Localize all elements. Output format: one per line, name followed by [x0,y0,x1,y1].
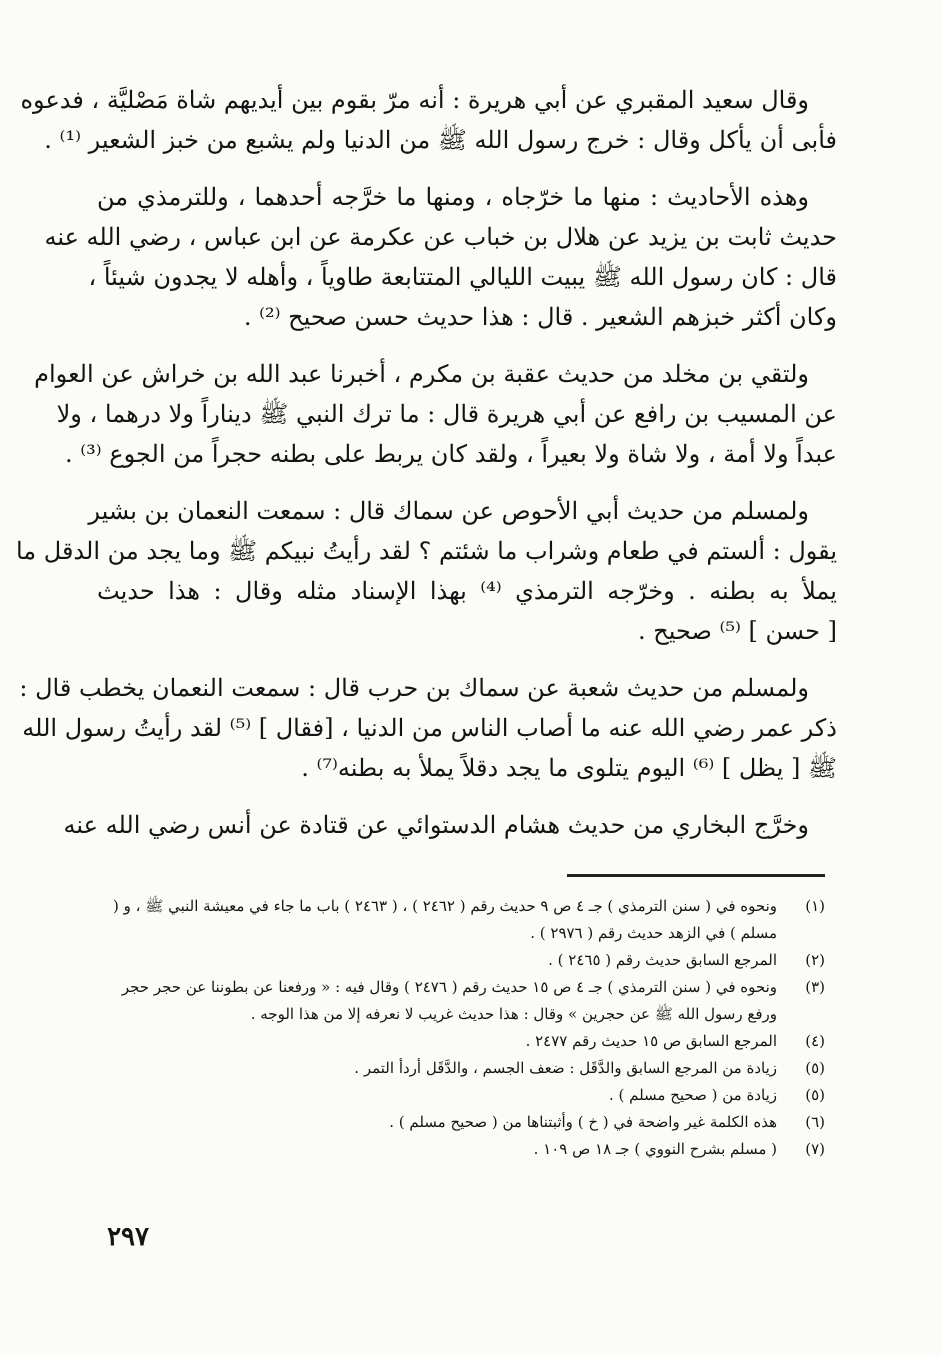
paragraph-1 [20,80,837,160]
text-line: قال : كان رسول الله ﷺ يبيت الليالي المتتابعة طاوياً ، وأهله لا يجدون شيئاً ، [88,263,837,291]
paragraph-5 [19,668,837,788]
text-line: حديث ثابت بن يزيد عن هلال بن خباب عن عكرمة عن ابن عباس ، رضي الله عنه [44,223,837,251]
footnote-divider [567,874,825,877]
footnote-number: (١) [805,897,825,915]
page-number: ٢٩٧ [107,1222,149,1252]
footnote-number: (٣) [805,978,825,996]
footnote-number: (٤) [805,1032,825,1050]
text-line: ﷺ [ يظل ] ⁽⁶⁾ اليوم يتلوى ما يجد دقلاً يملأ به بطنه⁽⁷⁾ . [301,754,837,782]
text-line: ولمسلم من حديث شعبة عن سماك بن حرب قال : سمعت النعمان يخطب قال : [19,674,809,702]
footnote-text: المرجع السابق ص ١٥ حديث رقم ٢٤٧٧ . [525,1032,777,1050]
footnote-number: (٢) [805,951,825,969]
paragraph-2 [44,177,837,337]
text-line: ولتقي بن مخلد من حديث عقبة بن مكرم ، أخبرنا عبد الله بن خراش عن العوام [34,360,809,388]
footnote-text: ونحوه في ( سنن الترمذي ) جـ ٤ ص ١٥ حديث رقم ( ٢٤٧٦ ) وقال فيه : « ورفعنا عن بطوننا عن حجر حجر ورفع رسول الله ﷺ عن حجرين » وقال : هذا حديث غريب لا نعرفه إلا من هذا الوجه . [121,978,777,1023]
main-text [15,80,837,862]
footnote-item [105,1028,825,1055]
text-line: [ حسن ] ⁽⁵⁾ صحيح . [637,617,837,645]
text-line: وقال سعيد المقبري عن أبي هريرة : أنه مرّ بقوم بين أيديهم شاة مَصْليَّة ، فدعوه [20,86,809,114]
footnote-item [105,1055,825,1082]
footnote-item [105,1082,825,1109]
footnote-number: (٥) [805,1059,825,1077]
text-line: يقول : ألستم في طعام وشراب ما شئتم ؟ لقد رأيتُ نبيكم ﷺ وما يجد من الدقل ما [15,537,837,565]
text-line: وخرَّج البخاري من حديث هشام الدستوائي عن قتادة عن أنس رضي الله عنه [63,811,809,839]
footnote-item [105,1109,825,1136]
paragraph-6 [63,805,837,845]
footnote-text: ( مسلم بشرح النووي ) جـ ١٨ ص ١٠٩ . [533,1140,777,1158]
footnotes [105,893,825,1163]
text-line: وهذه الأحاديث : منها ما خرّجاه ، ومنها ما خرَّجه أحدهما ، وللترمذي من [97,183,809,211]
footnote-text: زيادة من المرجع السابق والدَّقَل : ضعف الجسم ، والدَّقَل أردأ التمر . [354,1059,777,1077]
text-line: وكان أكثر خبزهم الشعير . قال : هذا حديث حسن صحيح ⁽²⁾ . [243,303,837,331]
footnote-text: ونحوه في ( سنن الترمذي ) جـ ٤ ص ٩ حديث رقم ( ٢٤٦٢ ) ، ( ٢٤٦٣ ) باب ما جاء في معيشة النبي ﷺ ، و ( مسلم ) في الزهد حديث رقم ( ٢٩٧٦ ) . [112,897,777,942]
footnote-item [105,947,825,974]
footnote-item [105,1136,825,1163]
footnote-text: المرجع السابق حديث رقم ( ٢٤٦٥ ) . [548,951,777,969]
footnote-item [105,893,825,947]
text-line: عن المسيب بن رافع عن أبي هريرة قال : ما ترك النبي ﷺ ديناراً ولا درهما ، ولا [56,400,837,428]
footnote-number: (٥) [805,1086,825,1104]
footnote-text: زيادة من ( صحيح مسلم ) . [608,1086,777,1104]
text-line: عبداً ولا أمة ، ولا شاة ولا بعيراً ، ولقد كان يربط على بطنه حجراً من الجوع ⁽³⁾ . [64,440,837,468]
footnote-text: هذه الكلمة غير واضحة في ( خ ) وأثبتناها من ( صحيح مسلم ) . [389,1113,777,1131]
paragraph-4 [15,491,837,651]
text-line: ولمسلم من حديث أبي الأحوص عن سماك قال : سمعت النعمان بن بشير [88,497,809,525]
footnote-number: (٦) [805,1113,825,1131]
text-line: فأبى أن يأكل وقال : خرج رسول الله ﷺ من الدنيا ولم يشبع من خبز الشعير ⁽¹⁾ . [44,126,837,154]
paragraph-3 [34,354,837,474]
footnote-item [105,974,825,1028]
text-line: يملأ به بطنه . وخرّجه الترمذي ⁽⁴⁾ بهذا الإسناد مثله وقال : هذا حديث [97,577,837,605]
footnote-number: (٧) [805,1140,825,1158]
text-line: ذكر عمر رضي الله عنه ما أصاب الناس من الدنيا ، [فقال ] ⁽⁵⁾ لقد رأيتُ رسول الله [22,714,837,742]
